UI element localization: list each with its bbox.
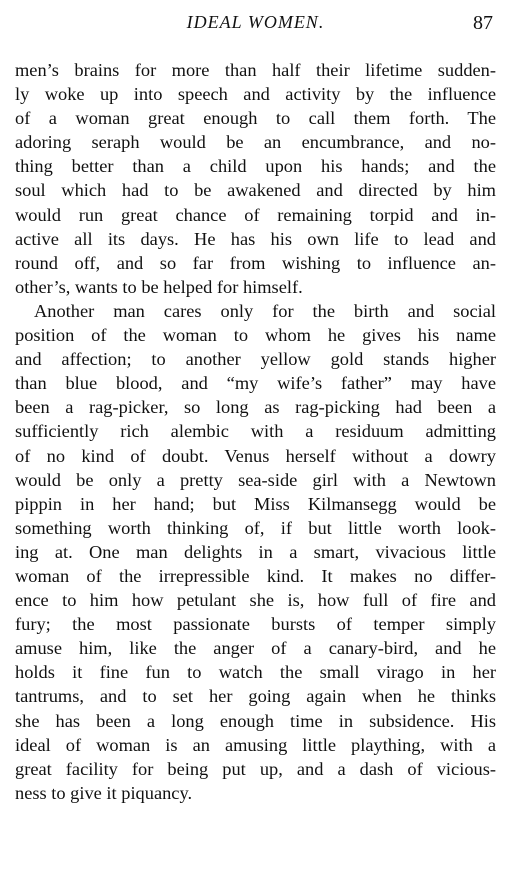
- text-line: pippin in her hand; but Miss Kilmansegg would be: [15, 493, 496, 514]
- paragraph-end-line: other’s, wants to be helped for himself.: [15, 276, 303, 297]
- body-text: [15, 58, 496, 805]
- text-line: woman of the irrepressible kind. It makes no differ-: [15, 565, 496, 586]
- text-line: fury; the most passionate bursts of temper simply: [15, 614, 496, 635]
- text-line: would be only a pretty sea-side girl with a Newtown: [15, 469, 496, 490]
- text-line: adoring seraph would be an encumbrance, and no-: [15, 132, 496, 153]
- text-line: would run great chance of remaining torpid and in-: [15, 204, 496, 225]
- text-line: than blue blood, and “my wife’s father” may have: [15, 373, 496, 394]
- page-number: 87: [473, 12, 493, 34]
- text-line: position of the woman to whom he gives his name: [15, 325, 496, 346]
- text-line: sufficiently rich alembic with a residuum admitting: [15, 421, 496, 442]
- text-line: something worth thinking of, if but little worth look-: [15, 517, 496, 538]
- text-line: holds it fine fun to watch the small virago in her: [15, 662, 496, 683]
- text-line: thing better than a child upon his hands; and the: [15, 156, 496, 177]
- text-line: active all its days. He has his own life to lead and: [15, 228, 496, 249]
- page-header: [14, 12, 497, 40]
- text-line: tantrums, and to set her going again when he thinks: [15, 686, 496, 707]
- text-line: of a woman great enough to call them forth. The: [15, 108, 496, 129]
- text-line: she has been a long enough time in subsidence. His: [15, 710, 496, 731]
- paragraph-start-line: Another man cares only for the birth and social: [34, 300, 496, 321]
- running-title: IDEAL WOMEN.: [186, 12, 325, 32]
- text-line: men’s brains for more than half their lifetime sudden-: [15, 60, 496, 80]
- text-line: and affection; to another yellow gold stands higher: [15, 349, 496, 370]
- text-line: amuse him, like the anger of a canary-bird, and he: [15, 638, 496, 659]
- text-line: been a rag-picker, so long as rag-picking had been a: [15, 397, 496, 418]
- text-line: of no kind of doubt. Venus herself without a dowry: [15, 445, 496, 466]
- text-line: ing at. One man delights in a smart, vivacious little: [15, 541, 496, 562]
- text-line: round off, and so far from wishing to influence an-: [15, 252, 496, 273]
- text-line: ence to him how petulant she is, how full of fire and: [15, 590, 496, 611]
- text-line: great facility for being put up, and a dash of vicious-: [15, 758, 496, 779]
- text-line: ideal of woman is an amusing little plaything, with a: [15, 734, 496, 755]
- text-line: soul which had to be awakened and directed by him: [15, 180, 496, 201]
- paragraph-end-line: ness to give it piquancy.: [15, 782, 193, 803]
- text-line: ly woke up into speech and activity by the influence: [15, 84, 496, 105]
